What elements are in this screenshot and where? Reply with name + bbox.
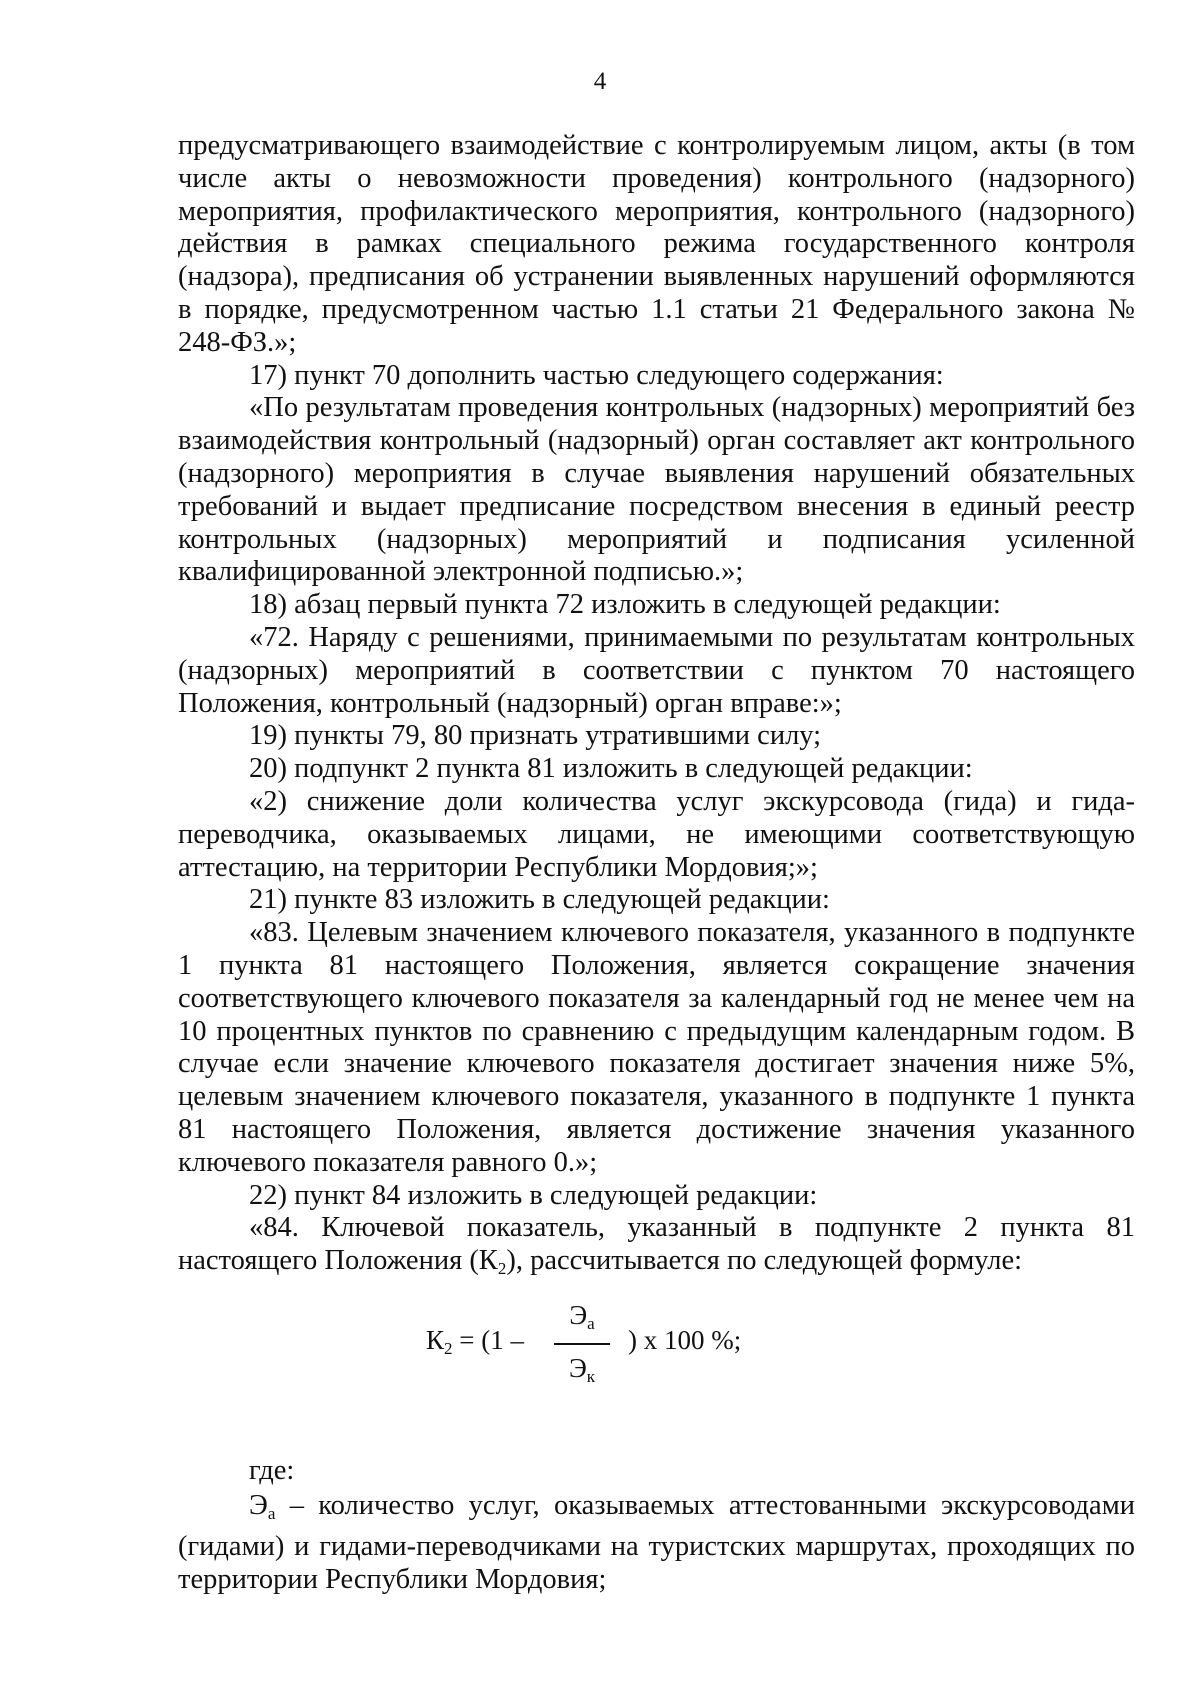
where-label: где: <box>249 1455 295 1486</box>
paragraph: предусматривающего взаимодействие с контролируемым лицом, акты (в том числе акты о невозможности проведения) контрольного (надзорного) мероприятия, профилактического мероприятия, контрольного (надзорного) действия в рамках специального режима государственного контроля (надзора), предписания об устранении выявленных нарушений оформляются в порядке, предусмотренном частью 1.1 статьи 21 Федерального закона № 248-ФЗ.»; <box>178 130 1135 358</box>
paragraph: «83. Целевым значением ключевого показателя, указанного в подпункте 1 пункта 81 настоящего Положения, является сокращение значения соответствующего ключевого показателя за календарный год не менее чем на 10 процентных пунктов по сравнению с предыдущим календарным годом. В случае если значение ключевого показателя достигает значения ниже 5%, целевым значением ключевого показателя, указанного в подпункте 1 пункта 81 настоящего Положения, является достижение значения указанного ключевого показателя равного 0.»; <box>178 917 1135 1178</box>
paragraph-text-tail: ), рассчитывается по следующей формуле: <box>506 1245 1023 1277</box>
fraction-bar <box>554 1343 610 1345</box>
numerator-symbol: Э <box>569 1300 588 1330</box>
paragraph-text: «84. Ключевой показатель, указанный в подпункте 2 пункта 81 настоящего Положения (К <box>178 1212 1135 1277</box>
formula-k: К <box>426 1325 445 1355</box>
paragraph: «По результатам проведения контрольных (надзорных) мероприятий без взаимодействия контрольный (надзорный) орган составляет акт контрольного (надзорного) мероприятия в случае выявления нарушений обязательных требований и выдает предписание посредством внесения в единый реестр контрольных (надзорных) мероприятий и подписания усиленной квалифицированной электронной подписью.»; <box>178 392 1135 588</box>
paragraph: «72. Наряду с решениями, принимаемыми по результатам контрольных (надзорных) мероприятий в соответствии с пунктом 70 настоящего Положения, контрольный (надзорный) орган вправе:»; <box>178 621 1135 719</box>
definition-text: – количество услуг, оказываемых аттестованными экскурсоводами (гидами) и гидами-переводчиками на туристских маршрутах, проходящих по территории Республики Мордовия; <box>178 1490 1135 1595</box>
denominator-subscript: к <box>586 1367 596 1386</box>
definition-symbol-subscript: а <box>267 1504 276 1523</box>
paragraph: 20) подпункт 2 пункта 81 изложить в следующей редакции: <box>249 753 973 785</box>
formula-fraction <box>554 1300 610 1387</box>
page-number: 4 <box>593 68 607 95</box>
paragraph: 21) пункте 83 изложить в следующей редакции: <box>249 884 830 916</box>
document-body <box>178 130 1135 1286</box>
formula-denominator <box>554 1353 610 1387</box>
paragraph: 17) пункт 70 дополнить частью следующего содержания: <box>249 359 944 391</box>
numerator-subscript: а <box>587 1314 595 1333</box>
formula-lhs <box>426 1325 524 1359</box>
definition-symbol: Э <box>249 1490 268 1521</box>
paragraph: 18) абзац первый пункта 72 изложить в следующей редакции: <box>249 589 1001 621</box>
paragraph: «2) снижение доли количества услуг экскурсовода (гида) и гида-переводчика, оказываемых лицами, не имеющими соответствующую аттестацию, на территории Республики Мордовия;»; <box>178 785 1135 883</box>
formula-lhs-rest: = (1 – <box>452 1325 524 1355</box>
formula-numerator <box>554 1300 610 1335</box>
paragraph <box>178 1212 1135 1286</box>
paragraph: 22) пункт 84 изложить в следующей редакции: <box>249 1179 818 1211</box>
paragraph: 19) пункты 79, 80 признать утратившими силу; <box>249 720 822 752</box>
definition <box>178 1490 1135 1596</box>
subscript: 2 <box>497 1259 507 1279</box>
formula-rhs: ) х 100 %; <box>628 1325 742 1355</box>
formula-k-subscript: 2 <box>444 1339 453 1358</box>
denominator-symbol: Э <box>568 1353 587 1383</box>
